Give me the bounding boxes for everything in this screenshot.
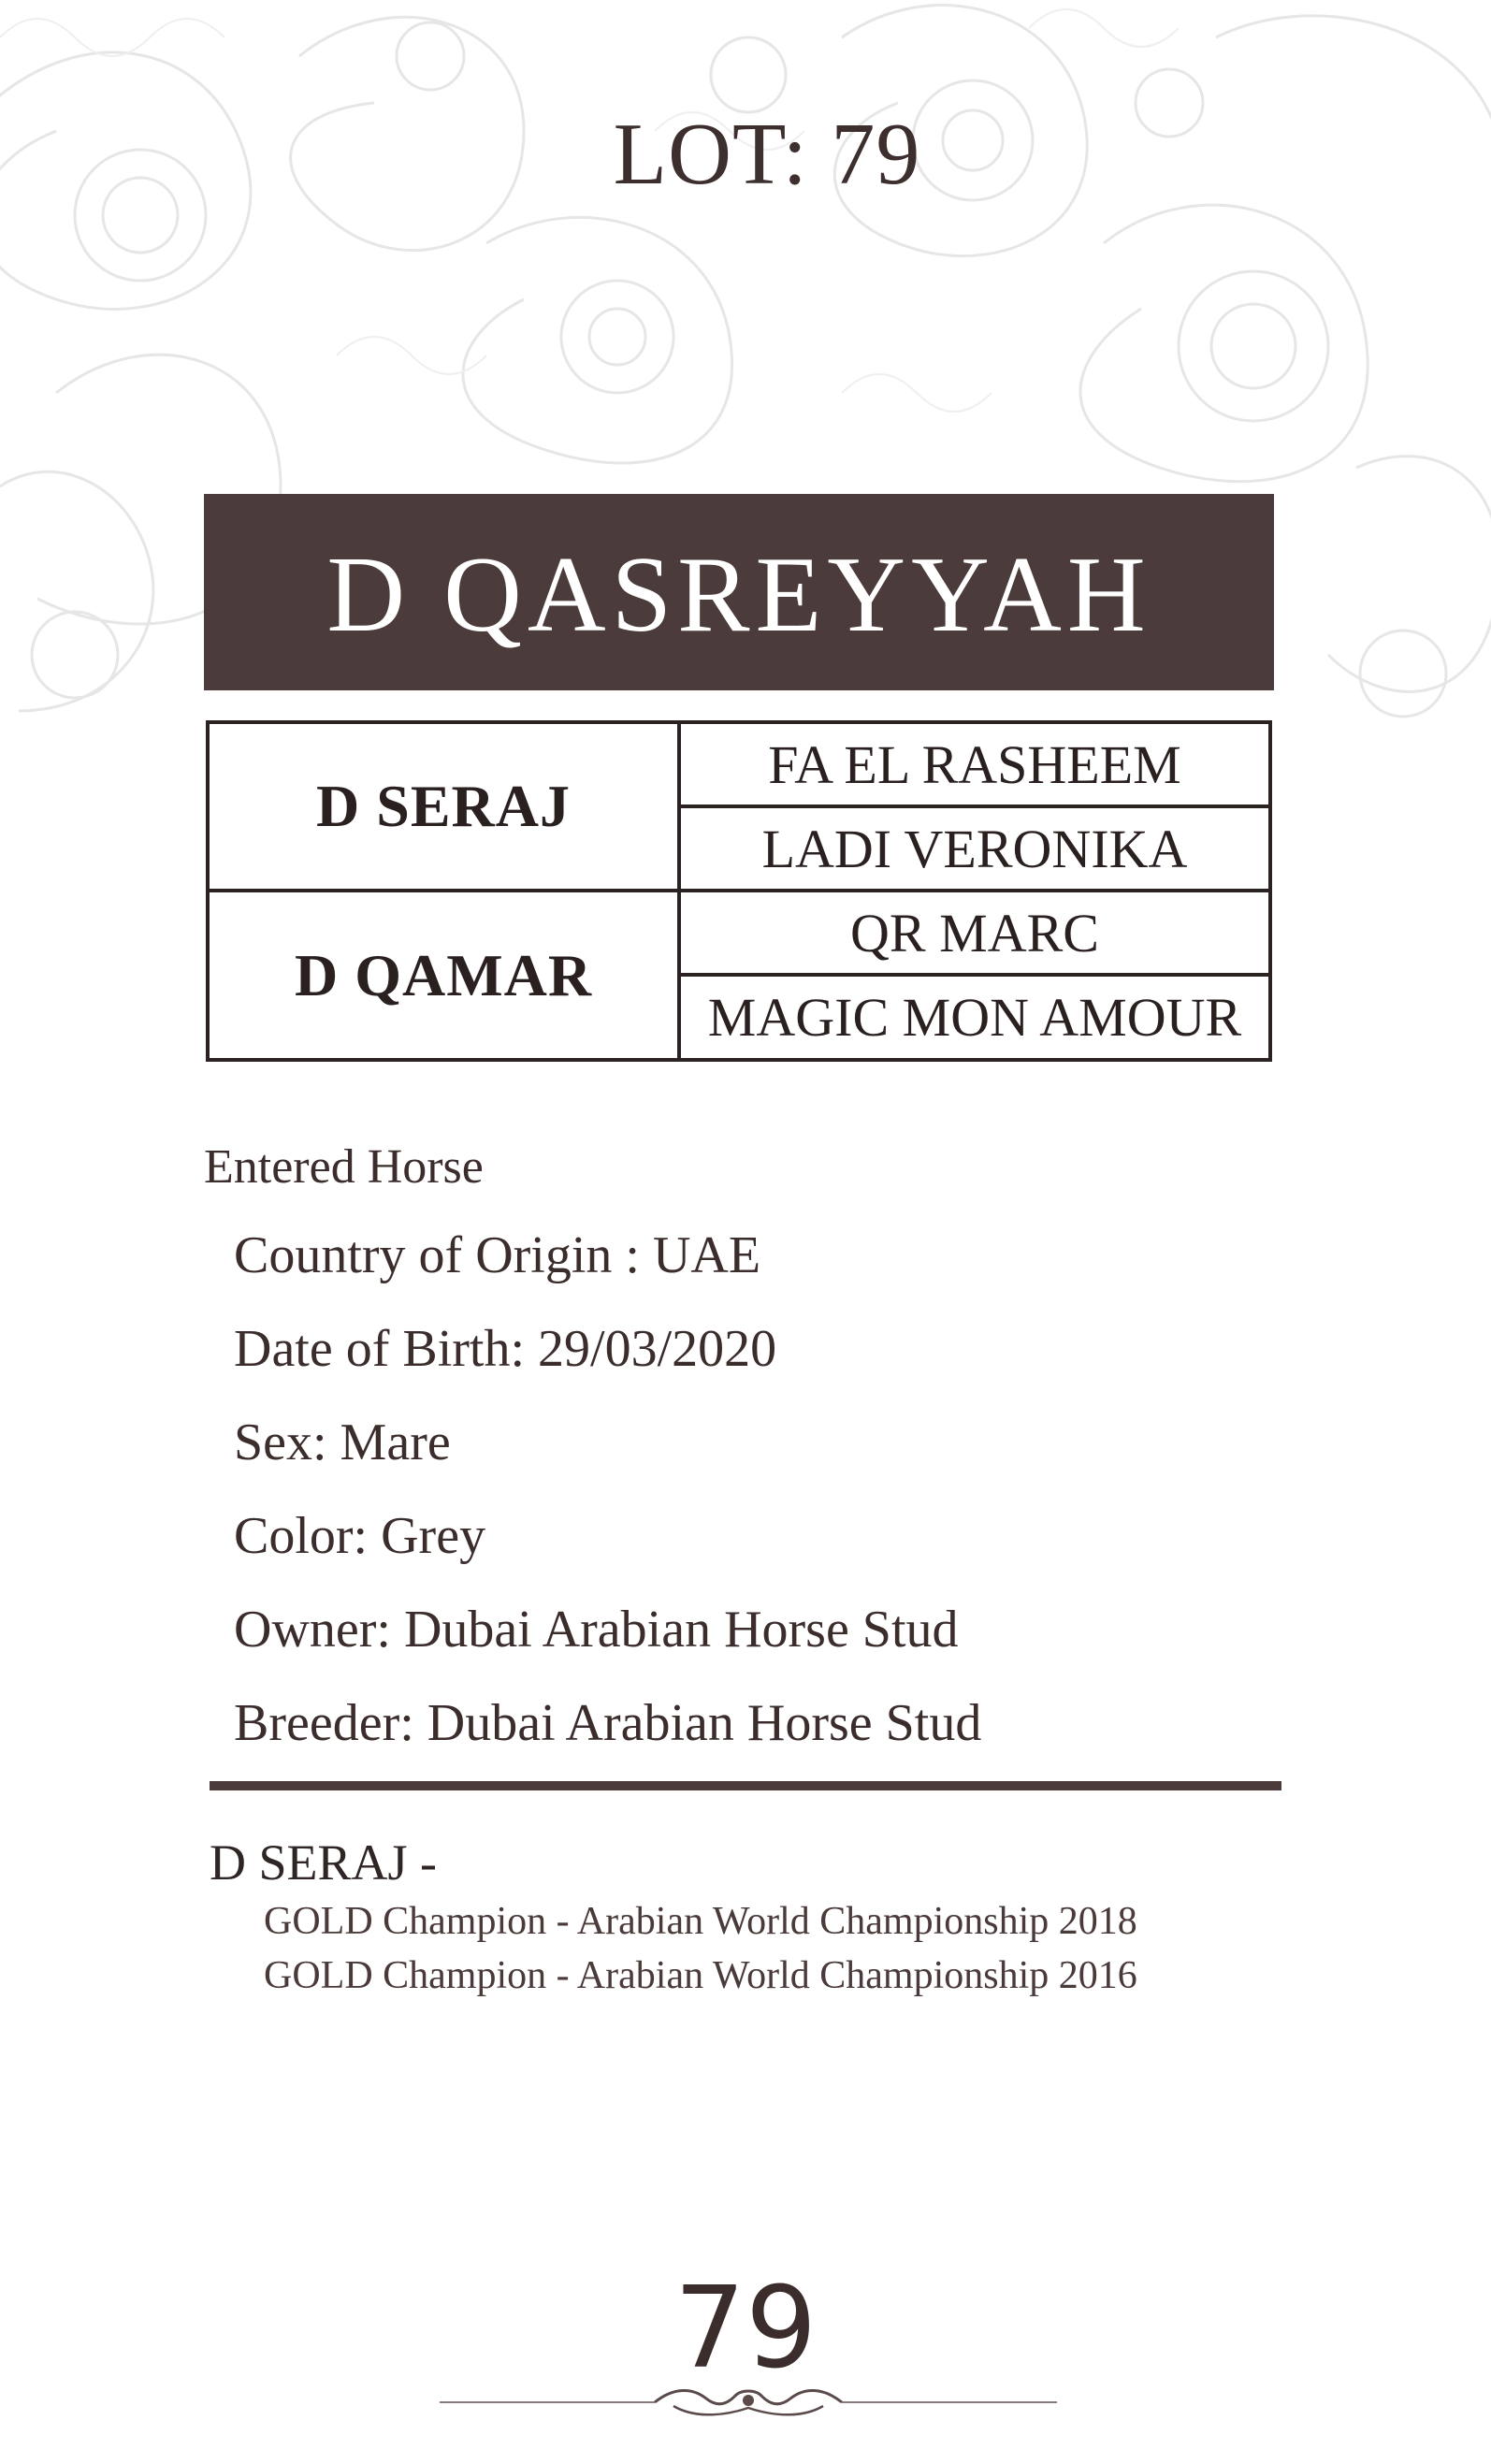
color: Color: Grey bbox=[234, 1507, 486, 1565]
pedigree-dam-sire: QR MARC bbox=[677, 892, 1268, 977]
section-divider bbox=[210, 1781, 1281, 1790]
entered-horse-heading: Entered Horse bbox=[204, 1140, 484, 1194]
horse-name-banner bbox=[204, 494, 1274, 690]
date-of-birth: Date of Birth: 29/03/2020 bbox=[234, 1320, 777, 1378]
page-number: 79 bbox=[673, 2264, 818, 2394]
achievement-item: GOLD Champion - Arabian World Championship 2016 bbox=[264, 1954, 1137, 1997]
pedigree-dam-dam: MAGIC MON AMOUR bbox=[677, 977, 1268, 1058]
pedigree-sire-sire: FA EL RASHEEM bbox=[677, 724, 1268, 808]
horse-name: D QASREYYAH bbox=[326, 535, 1151, 655]
flourish-ornament-icon bbox=[440, 2384, 1057, 2421]
owner: Owner: Dubai Arabian Horse Stud bbox=[234, 1601, 959, 1659]
pedigree-dam: D QAMAR bbox=[294, 941, 593, 1008]
pedigree-sire-dam: LADI VERONIKA bbox=[677, 808, 1268, 892]
achievement-subject: D SERAJ - bbox=[210, 1834, 438, 1891]
sex: Sex: Mare bbox=[234, 1413, 451, 1471]
country-of-origin: Country of Origin : UAE bbox=[234, 1226, 761, 1284]
pedigree-sire: D SERAJ bbox=[210, 724, 677, 892]
achievement-item: GOLD Champion - Arabian World Championship 2018 bbox=[264, 1900, 1137, 1943]
breeder: Breeder: Dubai Arabian Horse Stud bbox=[234, 1694, 982, 1752]
pedigree-table bbox=[206, 720, 1272, 1062]
lot-title: LOT: 79 bbox=[613, 106, 921, 203]
